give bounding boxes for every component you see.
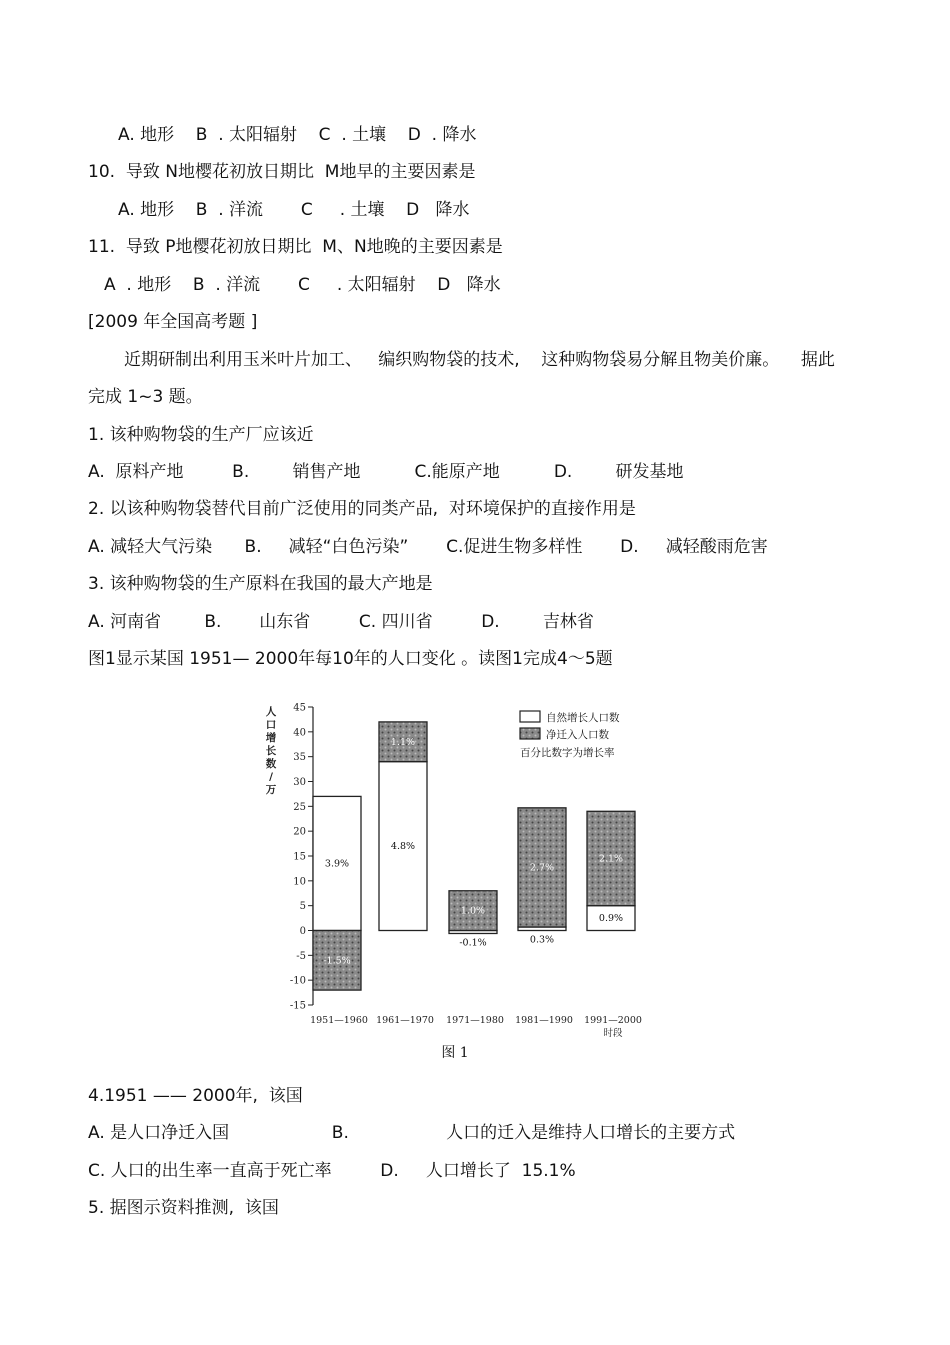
y-tick-label: -5 <box>296 950 306 962</box>
line-12: A. 减轻大气污染 B. 减轻“白色污染” C.促进生物多样性 D. 减轻酸雨危害 <box>88 537 768 557</box>
y-tick-label: 35 <box>293 752 306 764</box>
natural-rate-label: 4.8% <box>390 841 416 853</box>
y-tick-label: -10 <box>289 975 306 987</box>
legend-natural-label: 自然增长人口数 <box>546 712 620 724</box>
y-axis-label-char: 人 <box>265 706 277 718</box>
figure-caption: 图 1 <box>441 1045 469 1061</box>
migration-rate-label: 1.1% <box>390 736 416 748</box>
line-19: 5. 据图示资料推测, 该国 <box>88 1198 279 1218</box>
y-tick-label: 45 <box>293 702 306 714</box>
y-axis-label-char: 口 <box>265 719 277 731</box>
line-15: 图1显示某国 1951— 2000年每10年的人口变化 。读图1完成4～5题 <box>88 649 613 669</box>
x-tick-label: 1991—2000 <box>584 1015 642 1026</box>
x-axis-label: 时段 <box>603 1028 623 1039</box>
line-17: A. 是人口净迁入国 B. 人口的迁入是维持人口增长的主要方式 <box>88 1123 736 1143</box>
y-tick-label: -15 <box>289 1000 306 1012</box>
line-4: 11. 导致 P地樱花初放日期比 M、N地晚的主要因素是 <box>88 237 503 257</box>
y-axis-label-char: 万 <box>265 784 277 796</box>
legend-migration-swatch <box>520 728 540 739</box>
line-5: A . 地形 B . 洋流 C . 太阳辐射 D 降水 <box>104 275 501 295</box>
line-6: [2009 年全国高考题 ] <box>88 312 258 332</box>
y-tick-label: 40 <box>293 727 306 739</box>
legend-migration-label: 净迁入人口数 <box>546 729 609 741</box>
natural-rate-label: 3.9% <box>324 858 350 870</box>
line-9: 1. 该种购物袋的生产厂应该近 <box>88 425 314 445</box>
migration-rate-label: 2.1% <box>598 853 624 865</box>
y-axis-label-char: 长 <box>265 745 277 757</box>
line-2: 10. 导致 N地樱花初放日期比 M地早的主要因素是 <box>88 162 476 182</box>
legend-natural-swatch <box>520 711 540 722</box>
line-11: 2. 以该种购物袋替代目前广泛使用的同类产品, 对环境保护的直接作用是 <box>88 499 636 519</box>
y-axis-label-char: 数 <box>265 758 277 770</box>
y-tick-label: 30 <box>293 777 306 788</box>
line-10: A. 原料产地 B. 销售产地 C.能原产地 D. 研发基地 <box>88 462 684 482</box>
natural-rate-label: -0.1% <box>459 937 487 949</box>
line-3: A. 地形 B . 洋流 C . 土壤 D 降水 <box>118 200 470 220</box>
line-16: 4.1951 —— 2000年, 该国 <box>88 1086 303 1106</box>
y-tick-label: 0 <box>299 926 306 937</box>
natural-rate-label: 0.3% <box>529 934 555 946</box>
y-axis-label-char: 增 <box>265 732 277 744</box>
line-8: 完成 1~3 题。 <box>88 387 203 407</box>
line-14: A. 河南省 B. 山东省 C. 四川省 D. 吉林省 <box>88 612 594 632</box>
population-chart <box>255 695 675 1070</box>
migration-rate-label: 1.0% <box>460 905 486 917</box>
x-tick-label: 1961—1970 <box>376 1015 434 1026</box>
line-1: A. 地形 B . 太阳辐射 C . 土壤 D . 降水 <box>118 125 477 145</box>
x-tick-label: 1951—1960 <box>310 1015 368 1026</box>
y-tick-label: 15 <box>293 851 306 863</box>
legend-note: 百分比数字为增长率 <box>520 747 615 759</box>
y-tick-label: 10 <box>293 876 306 888</box>
line-13: 3. 该种购物袋的生产原料在我国的最大产地是 <box>88 574 433 594</box>
natural-rate-label: 0.9% <box>598 913 624 925</box>
line-7: 近期研制出利用玉米叶片加工、 编织购物袋的技术, 这种购物袋易分解且物美价廉。 据此 <box>124 350 835 370</box>
x-tick-label: 1971—1980 <box>446 1015 504 1026</box>
x-tick-label: 1981—1990 <box>515 1015 573 1026</box>
migration-rate-label: -1.5% <box>323 955 351 967</box>
line-18: C. 人口的出生率一直高于死亡率 D. 人口增长了 15.1% <box>88 1161 576 1181</box>
migration-rate-label: 2.7% <box>529 862 555 874</box>
y-tick-label: 5 <box>299 901 306 913</box>
y-tick-label: 25 <box>293 801 306 813</box>
y-axis-label-char: / <box>269 771 273 783</box>
y-tick-label: 20 <box>293 826 306 838</box>
